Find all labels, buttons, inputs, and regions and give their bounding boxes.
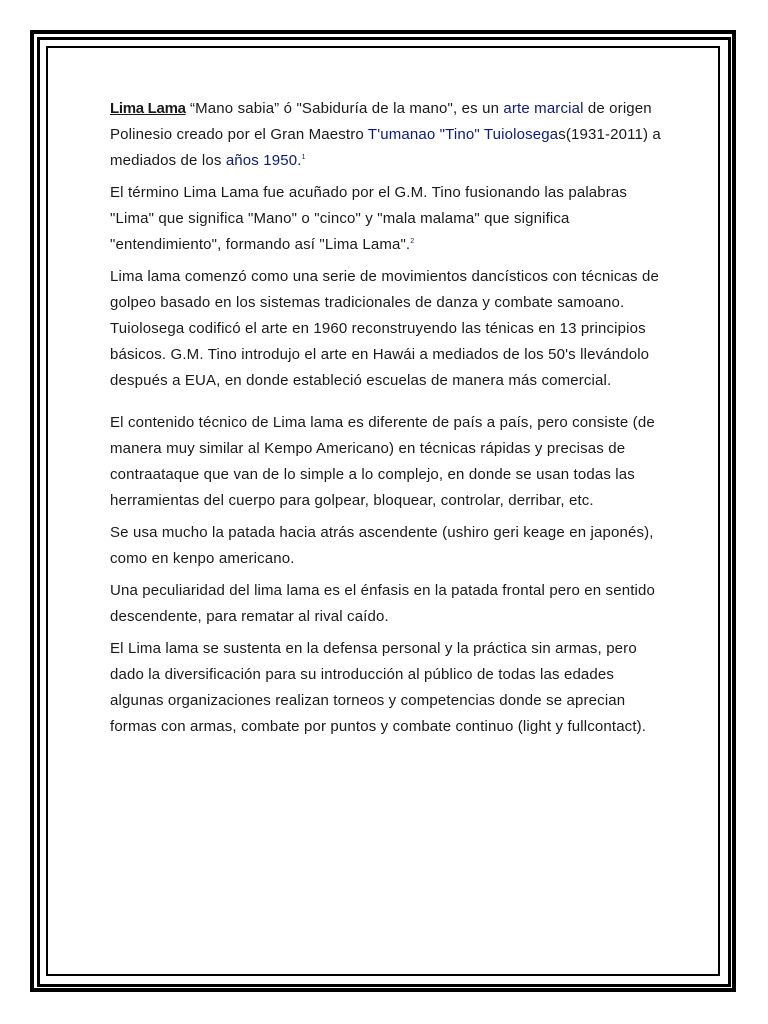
- intro-text-3: s(1931-2011) a mediados de los: [110, 126, 661, 169]
- etymology-text: El término Lima Lama fue acuñado por el G.M. Tino fusionando las palabras "Lima" que significa "Mano" o "cinco" y "mala malama" que significa "entendimiento", formando así "Lima Lama".: [110, 184, 628, 253]
- paragraph-technical-content: El contenido técnico de Lima lama es diferente de país a país, pero consiste (de manera muy similar al Kempo Americano) en técnicas rápidas y precisas de contraataque que van de lo simple a lo complejo, en donde se usan todas las herramientas del cuerpo para golpear, bloquear, controlar, derribar, etc.: [110, 414, 655, 509]
- intro-text-2: de origen Polinesio creado por el Gran Maestro: [110, 100, 652, 143]
- paragraph-back-kick: Se usa mucho la patada hacia atrás ascendente (ushiro geri keage en japonés), como en kenpo americano.: [110, 524, 654, 567]
- document-body: [110, 96, 670, 746]
- paragraph-front-kick: Una peculiaridad del lima lama es el énfasis en la patada frontal pero en sentido descendente, para rematar al rival caído.: [110, 582, 655, 625]
- intro-text-1: “Mano sabia” ó "Sabiduría de la mano", es un: [185, 100, 504, 117]
- paragraph-self-defense: El Lima lama se sustenta en la defensa personal y la práctica sin armas, pero dado la diversificación para su introducción al público de todas las edades algunas organizaciones realizan torneos y competencias donde se aprecian formas con armas, combate por puntos y combate continuo (light y fullcontact).: [110, 640, 647, 735]
- term-lima-lama: Lima Lama: [110, 100, 186, 117]
- footnote-ref-1[interactable]: 1: [301, 154, 306, 161]
- link-arte-marcial[interactable]: arte marcial: [503, 100, 584, 117]
- link-tino-tuiolosega[interactable]: T'umanao "Tino" Tuiolosega: [367, 126, 559, 143]
- paragraph-intro: [110, 96, 670, 174]
- footnote-ref-2[interactable]: 2: [410, 238, 415, 245]
- paragraph-etymology: [110, 180, 670, 258]
- paragraph-history: Lima lama comenzó como una serie de movimientos dancísticos con técnicas de golpeo basado en los sistemas tradicionales de danza y combate samoano. Tuiolosega codificó el arte en 1960 reconstruyendo las ténicas en 13 principios básicos. G.M. Tino introdujo el arte en Hawái a mediados de los 50's llevándolo después a EUA, en donde estableció escuelas de manera más comercial.: [110, 268, 660, 389]
- link-anos-1950[interactable]: años 1950: [225, 152, 298, 169]
- intro-text-4: .: [297, 152, 302, 169]
